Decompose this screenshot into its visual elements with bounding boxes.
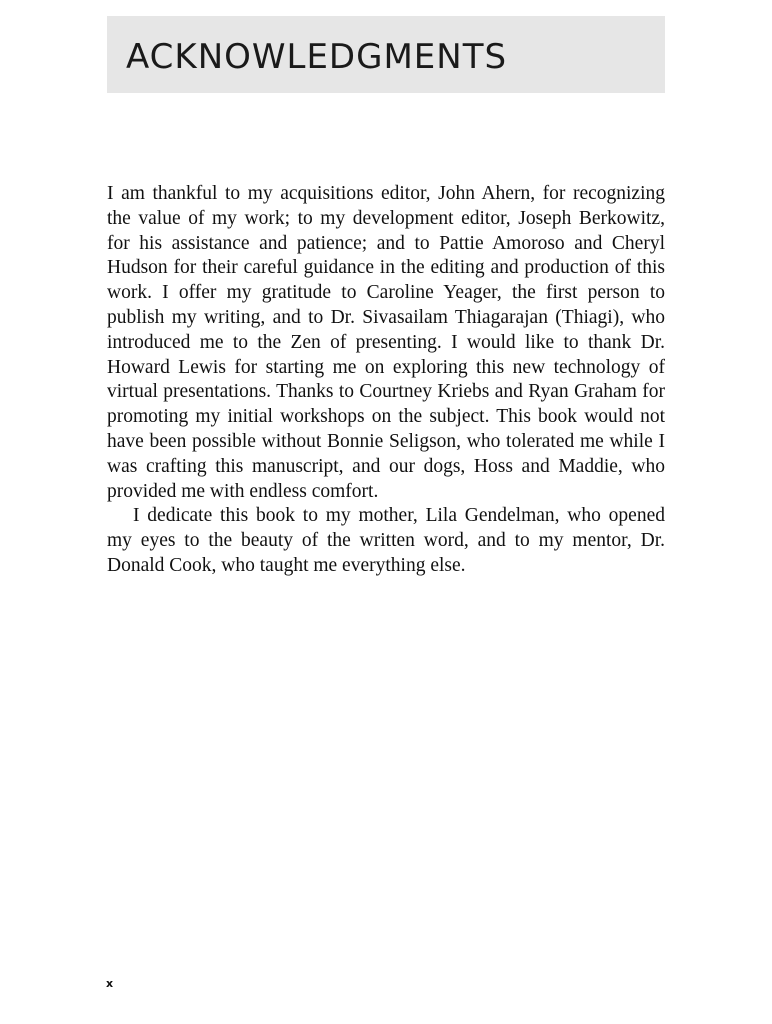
dedication-paragraph: I dedicate this book to my mother, Lila Gendelman, who opened my eyes to the beauty of the written word, and to my mentor, Dr. Donald Cook, who taught me everything else. [107,505,665,576]
page-number: x [106,977,114,990]
chapter-title: ACKNOWLEDGMENTS [126,37,508,77]
acknowledgments-body [107,182,665,579]
chapter-header-band [107,16,665,93]
acknowledgments-paragraph: I am thankful to my acquisitions editor, John Ahern, for recognizing the value of my work; to my development editor, Joseph Berkowitz, for his assistance and patience; and to Pattie Amoroso and Cheryl Hudson for their careful guidance in the editing and production of this work. I offer my gratitude to Caroline Yeager, the first person to publish my writing, and to Dr. Sivasailam Thiagarajan (Thiagi), who introduced me to the Zen of presenting. I would like to thank Dr. Howard Lewis for starting me on exploring this new technology of virtual presentations. Thanks to Courtney Kriebs and Ryan Graham for promoting my initial workshops on the subject. This book would not have been possible without Bonnie Seligson, who tolerated me while I was crafting this manuscript, and our dogs, Hoss and Maddie, who provided me with endless comfort. [107,183,665,502]
